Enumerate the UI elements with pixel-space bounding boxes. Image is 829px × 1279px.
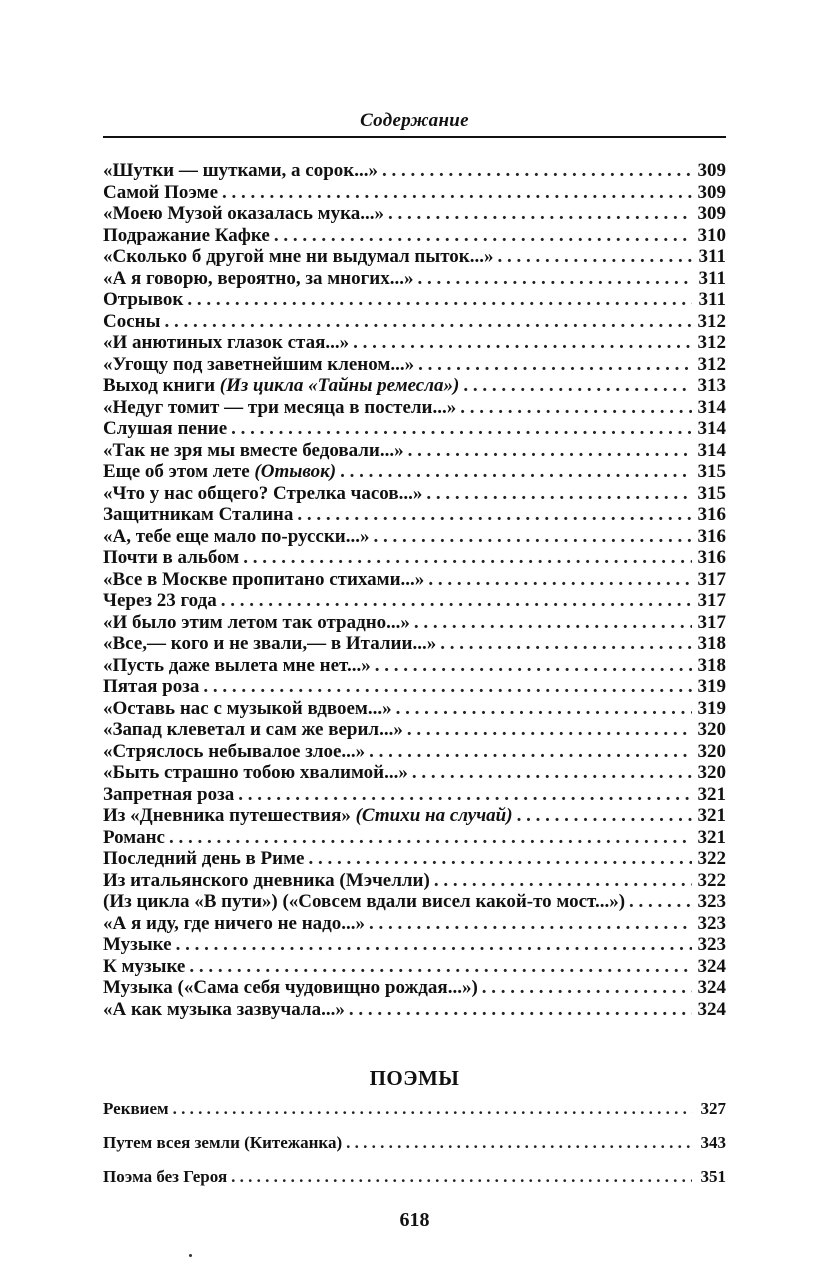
- entry-page-number: 311: [698, 289, 726, 310]
- toc-entry: [103, 698, 726, 720]
- entry-title-text: «Все,— кого и не звали,— в Италии...»: [103, 633, 437, 654]
- entry-title-text: Защитникам Сталина: [103, 504, 294, 525]
- entry-page-number: 311: [698, 267, 726, 289]
- dot-leader: [407, 719, 692, 741]
- ink-speck: [189, 1254, 192, 1257]
- toc-entry: [103, 483, 726, 505]
- entry-title-text: Из итальянского дневника (Мэчелли): [103, 869, 430, 891]
- dot-leader: [482, 977, 692, 999]
- entry-page-number: 323: [697, 912, 726, 934]
- dot-leader: [164, 311, 692, 333]
- dot-leader: [353, 332, 692, 354]
- entry-title: [103, 870, 430, 892]
- toc-entry: [103, 827, 726, 849]
- toc-entry: [103, 203, 726, 225]
- entry-title-text: «Быть страшно тобою хвалимой...»: [103, 762, 408, 783]
- entry-title: [103, 483, 422, 505]
- entry-note: (Из цикла «Тайны ремесла»): [219, 375, 460, 396]
- entry-page-number: 324: [697, 955, 726, 977]
- entry-title-text: К музыке: [103, 955, 186, 977]
- entry-page-number: 322: [697, 848, 726, 869]
- entry-title: [103, 762, 408, 784]
- toc-entry: [103, 461, 726, 483]
- entry-title-text: (Из цикла «В пути») («Совсем вдали висел какой-то мост...»): [103, 891, 626, 912]
- toc-entry: [103, 655, 726, 677]
- entry-title-text: «Запад клеветал и сам же верил...»: [103, 719, 403, 740]
- entry-page-number: 320: [697, 740, 726, 762]
- entry-title-text: Путем всея земли (Китежанка): [103, 1133, 343, 1152]
- toc-entry: [103, 870, 726, 892]
- dot-leader: [169, 827, 692, 849]
- dot-leader: [369, 913, 692, 935]
- dot-leader: [414, 612, 692, 634]
- entry-note: (Стихи на случай): [355, 805, 513, 826]
- entry-title: [103, 1133, 342, 1153]
- dot-leader: [243, 547, 692, 569]
- entry-title-text: Реквием: [103, 1099, 169, 1118]
- dot-leader: [417, 268, 692, 290]
- toc-entry: [103, 612, 726, 634]
- entry-title-text: Музыка («Сама себя чудовищно рождая...»): [103, 977, 478, 998]
- toc-entry: [103, 762, 726, 784]
- entry-title-text: «Все в Москве пропитано стихами...»: [103, 568, 425, 590]
- dot-leader: [231, 1167, 692, 1187]
- entry-title-text: Почти в альбом: [103, 547, 240, 568]
- dot-leader: [187, 289, 692, 311]
- contents-list: [103, 160, 726, 1020]
- toc-entry: [103, 741, 726, 763]
- dot-leader: [428, 569, 692, 591]
- entry-title: [103, 418, 227, 440]
- entry-title-text: Пятая роза: [103, 676, 200, 697]
- entry-title: [103, 1167, 227, 1187]
- entry-page-number: 318: [697, 633, 726, 654]
- dot-leader: [346, 1133, 692, 1153]
- page-number: 618: [399, 1209, 430, 1231]
- dot-leader: [238, 784, 692, 806]
- entry-title: [103, 354, 414, 376]
- dot-leader: [418, 354, 692, 376]
- entry-title: [103, 977, 478, 999]
- entry-page-number: 314: [697, 418, 726, 439]
- entry-page-number: 327: [700, 1099, 726, 1118]
- entry-page-number: 316: [697, 547, 726, 568]
- header-rule: [103, 136, 726, 138]
- entry-title: [103, 719, 403, 741]
- entry-title-text: Сосны: [103, 310, 161, 332]
- entry-page-number: 312: [697, 353, 726, 375]
- toc-entry: [103, 676, 726, 698]
- entry-title: [103, 805, 513, 827]
- dot-leader: [369, 741, 692, 763]
- entry-title-text: Еще об этом лете: [103, 461, 255, 482]
- entry-page-number: 343: [700, 1133, 726, 1152]
- entry-title: [103, 461, 336, 483]
- toc-entry: [103, 440, 726, 462]
- entry-page-number: 313: [697, 375, 726, 396]
- dot-leader: [388, 203, 692, 225]
- dot-leader: [373, 526, 692, 548]
- entry-page-number: 351: [700, 1167, 726, 1186]
- entry-title-text: Последний день в Риме: [103, 848, 305, 869]
- dot-leader: [460, 397, 692, 419]
- dot-leader: [203, 676, 692, 698]
- entry-page-number: 315: [697, 461, 726, 482]
- dot-leader: [274, 225, 692, 247]
- entry-title-text: «И анютиных глазок стая...»: [103, 332, 350, 353]
- dot-leader: [629, 891, 692, 913]
- entry-title-text: Романс: [103, 826, 165, 848]
- entry-title: [103, 182, 218, 204]
- entry-title-text: «Стряслось небывалое злое...»: [103, 740, 366, 762]
- entry-title: [103, 676, 199, 698]
- entry-page-number: 324: [697, 977, 726, 998]
- entry-title: [103, 633, 436, 655]
- dot-leader: [375, 655, 692, 677]
- entry-title-text: «Так не зря мы вместе бедовали...»: [103, 439, 404, 461]
- entry-title: [103, 784, 234, 806]
- entry-page-number: 311: [698, 246, 726, 267]
- dot-leader: [231, 418, 692, 440]
- entry-title: [103, 655, 371, 677]
- entry-title-text: «Пусть даже вылета мне нет...»: [103, 654, 371, 676]
- entry-title-text: Отрывок: [103, 289, 184, 310]
- entry-page-number: 312: [697, 332, 726, 353]
- entry-title-text: «Шутки — шутками, а сорок...»: [103, 160, 378, 181]
- entry-page-number: 319: [697, 697, 726, 719]
- toc-entry: [103, 956, 726, 978]
- entry-page-number: 309: [697, 160, 726, 181]
- poems-contents-list: [103, 1099, 726, 1201]
- entry-title-text: Запретная роза: [103, 783, 235, 805]
- entry-title: [103, 827, 165, 849]
- entry-title-text: Поэма без Героя: [103, 1167, 228, 1186]
- toc-entry: [103, 160, 726, 182]
- entry-title-text: «А как музыка зазвучала...»: [103, 998, 345, 1020]
- toc-entry: [103, 526, 726, 548]
- entry-title: [103, 590, 217, 612]
- entry-page-number: 322: [697, 869, 726, 891]
- entry-page-number: 314: [697, 439, 726, 461]
- toc-entry: [103, 1167, 726, 1201]
- entry-title-text: «Недуг томит — три месяца в постели...»: [103, 396, 457, 418]
- entry-title: [103, 913, 365, 935]
- toc-entry: [103, 311, 726, 333]
- toc-entry: [103, 934, 726, 956]
- toc-entry: [103, 375, 726, 397]
- dot-leader: [340, 461, 692, 483]
- entry-title: [103, 698, 392, 720]
- entry-title: [103, 289, 183, 311]
- entry-title-text: «А я говорю, вероятно, за многих...»: [103, 267, 414, 289]
- dot-leader: [173, 1099, 692, 1119]
- entry-page-number: 315: [697, 482, 726, 504]
- entry-title: [103, 547, 239, 569]
- entry-page-number: 318: [697, 654, 726, 676]
- entry-title: [103, 268, 413, 290]
- entry-note: (Отывок): [254, 461, 337, 482]
- toc-entry: [103, 182, 726, 204]
- toc-entry: [103, 354, 726, 376]
- entry-title-text: «А, тебе еще мало по-русски...»: [103, 525, 370, 547]
- dot-leader: [440, 633, 692, 655]
- toc-entry: [103, 1133, 726, 1167]
- entry-page-number: 323: [697, 934, 726, 955]
- entry-title-text: «Моею Музой оказалась мука...»: [103, 203, 384, 224]
- running-header: Содержание: [360, 110, 469, 131]
- entry-title: [103, 569, 424, 591]
- dot-leader: [176, 934, 692, 956]
- toc-entry: [103, 418, 726, 440]
- toc-entry: [103, 569, 726, 591]
- entry-title: [103, 375, 459, 397]
- entry-title: [103, 246, 493, 268]
- dot-leader: [189, 956, 692, 978]
- entry-title: [103, 891, 625, 913]
- dot-leader: [412, 762, 692, 784]
- entry-title-text: «А я иду, где ничего не надо...»: [103, 912, 366, 934]
- entry-title-text: Выход книги: [103, 375, 220, 396]
- entry-page-number: 316: [697, 525, 726, 547]
- entry-title-text: «Что у нас общего? Стрелка часов...»: [103, 482, 423, 504]
- toc-entry: [103, 977, 726, 999]
- dot-leader: [426, 483, 692, 505]
- entry-page-number: 321: [697, 826, 726, 848]
- entry-page-number: 316: [697, 504, 726, 525]
- toc-entry: [103, 246, 726, 268]
- dot-leader: [309, 848, 693, 870]
- entry-page-number: 320: [697, 719, 726, 740]
- entry-page-number: 319: [697, 676, 726, 697]
- entry-page-number: 321: [697, 783, 726, 805]
- entry-title: [103, 504, 293, 526]
- toc-entry: [103, 590, 726, 612]
- entry-page-number: 312: [697, 310, 726, 332]
- toc-entry: [103, 547, 726, 569]
- entry-page-number: 317: [697, 568, 726, 590]
- entry-title: [103, 848, 305, 870]
- entry-title: [103, 311, 160, 333]
- entry-page-number: 321: [697, 805, 726, 826]
- entry-title: [103, 999, 345, 1021]
- toc-entry: [103, 268, 726, 290]
- dot-leader: [222, 182, 692, 204]
- toc-entry: [103, 719, 726, 741]
- entry-title: [103, 956, 185, 978]
- toc-entry: [103, 1099, 726, 1133]
- dot-leader: [349, 999, 692, 1021]
- toc-entry: [103, 633, 726, 655]
- section-heading: ПОЭМЫ: [369, 1066, 460, 1090]
- dot-leader: [408, 440, 692, 462]
- dot-leader: [497, 246, 692, 268]
- toc-entry: [103, 805, 726, 827]
- dot-leader: [434, 870, 692, 892]
- entry-title: [103, 934, 172, 956]
- toc-entry: [103, 913, 726, 935]
- entry-page-number: 317: [697, 590, 726, 611]
- toc-entry: [103, 332, 726, 354]
- toc-entry: [103, 999, 726, 1021]
- toc-entry: [103, 289, 726, 311]
- toc-entry: [103, 504, 726, 526]
- entry-title: [103, 160, 378, 182]
- entry-title-text: «Оставь нас с музыкой вдвоем...»: [103, 697, 392, 719]
- entry-page-number: 323: [697, 891, 726, 912]
- entry-page-number: 317: [697, 611, 726, 633]
- entry-title-text: Слушая пение: [103, 418, 228, 439]
- entry-title: [103, 397, 456, 419]
- entry-title-text: «И было этим летом так отрадно...»: [103, 611, 410, 633]
- entry-page-number: 309: [697, 203, 726, 224]
- entry-page-number: 324: [697, 998, 726, 1020]
- entry-page-number: 320: [697, 762, 726, 783]
- entry-title: [103, 1099, 169, 1119]
- dot-leader: [297, 504, 692, 526]
- toc-entry: [103, 397, 726, 419]
- entry-title: [103, 225, 270, 247]
- entry-title: [103, 203, 384, 225]
- entry-title-text: «Сколько б другой мне ни выдумал пыток...»: [103, 246, 494, 267]
- entry-title: [103, 612, 410, 634]
- entry-title: [103, 741, 365, 763]
- toc-entry: [103, 225, 726, 247]
- dot-leader: [517, 805, 692, 827]
- dot-leader: [221, 590, 692, 612]
- dot-leader: [382, 160, 692, 182]
- toc-entry: [103, 891, 726, 913]
- entry-title: [103, 526, 369, 548]
- toc-entry: [103, 784, 726, 806]
- entry-title-text: Из «Дневника путешествия»: [103, 805, 356, 826]
- entry-page-number: 314: [697, 396, 726, 418]
- dot-leader: [463, 375, 692, 397]
- entry-title-text: «Угощу под заветнейшим кленом...»: [103, 353, 415, 375]
- entry-page-number: 309: [697, 181, 726, 203]
- entry-title-text: Музыке: [103, 934, 172, 955]
- entry-title-text: Через 23 года: [103, 590, 217, 611]
- dot-leader: [396, 698, 692, 720]
- entry-title: [103, 332, 349, 354]
- entry-page-number: 310: [697, 224, 726, 246]
- entry-title: [103, 440, 404, 462]
- toc-entry: [103, 848, 726, 870]
- entry-title-text: Самой Поэме: [103, 181, 219, 203]
- entry-title-text: Подражание Кафке: [103, 224, 270, 246]
